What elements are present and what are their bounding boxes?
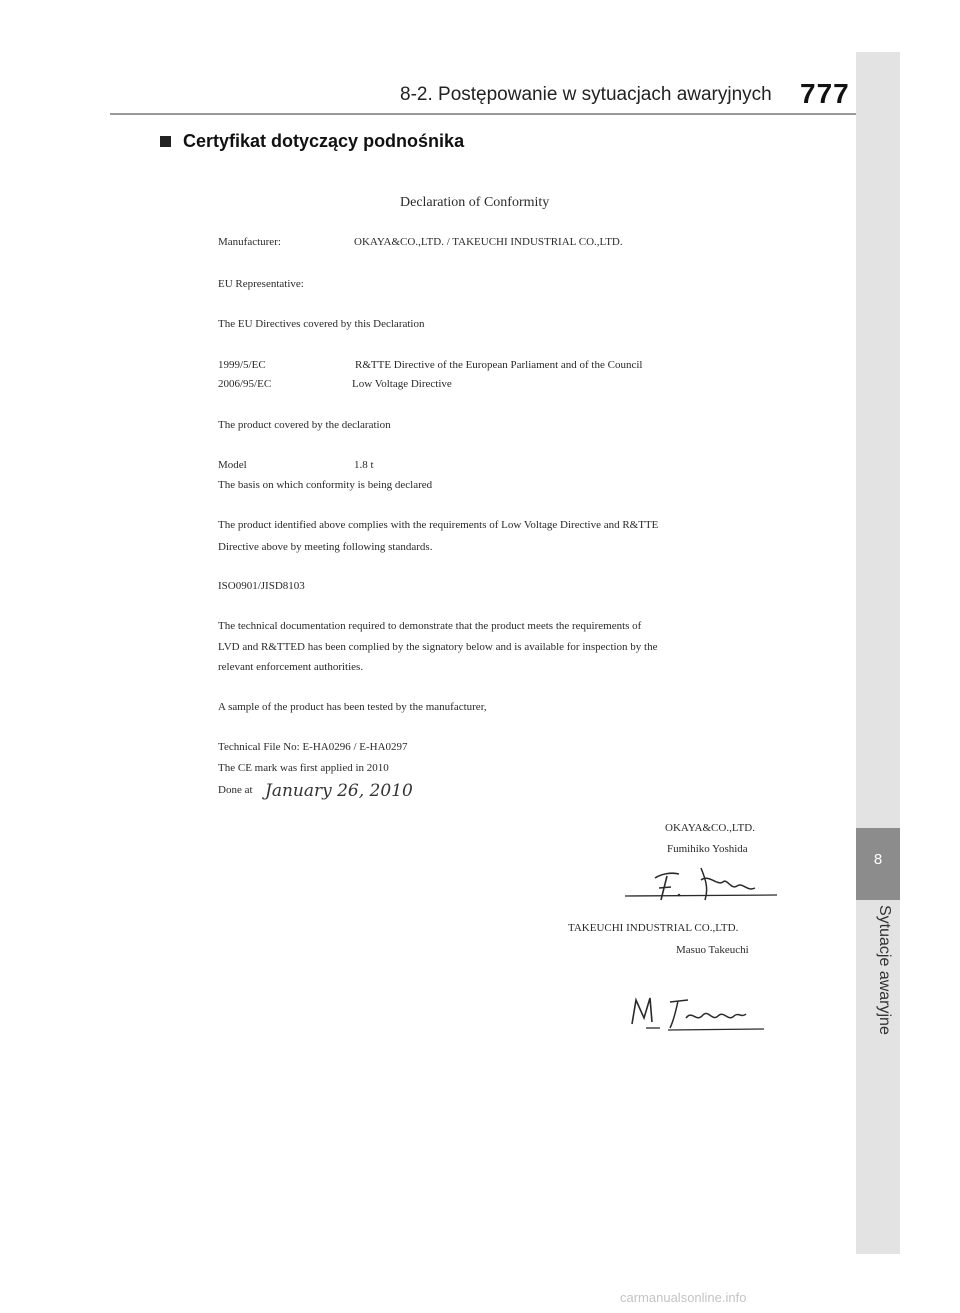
chapter-number-tab: 8	[856, 828, 900, 900]
signature-image	[608, 988, 778, 1038]
signatory-name: Fumihiko Yoshida	[667, 843, 748, 855]
technical-documentation-text: LVD and R&TTED has been complied by the signatory below and is available for inspection by the	[218, 641, 658, 653]
compliance-text: Directive above by meeting following standards.	[218, 541, 433, 553]
basis-heading: The basis on which conformity is being declared	[218, 479, 433, 491]
signatory-name: Masuo Takeuchi	[676, 944, 749, 956]
signatory-company: TAKEUCHI INDUSTRIAL CO.,LTD.	[568, 922, 739, 934]
watermark-text: carmanualsonline.info	[620, 1290, 747, 1305]
page-number: 777	[800, 78, 850, 109]
directive-code: 2006/95/EC	[218, 378, 272, 390]
model-label: Model	[218, 459, 247, 471]
chapter-name: Sytuacje awaryjne	[876, 905, 893, 1035]
signature-image	[605, 860, 785, 910]
technical-file-number: Technical File No: E-HA0296 / E-HA0297	[218, 741, 408, 753]
standards-text: ISO0901/JISD8103	[218, 580, 305, 592]
manufacturer-label: Manufacturer:	[218, 236, 281, 248]
technical-documentation-text: relevant enforcement authorities.	[218, 661, 364, 673]
directive-name: R&TTE Directive of the European Parliament and of the Council	[355, 359, 643, 371]
directive-code: 1999/5/EC	[218, 359, 266, 371]
eu-representative-label: EU Representative:	[218, 278, 304, 290]
directives-heading: The EU Directives covered by this Declaration	[218, 318, 425, 330]
done-at-date: January 26, 2010	[265, 781, 413, 801]
directive-name: Low Voltage Directive	[352, 378, 452, 390]
header-divider	[110, 113, 900, 115]
compliance-text: The product identified above complies with the requirements of Low Voltage Directive and R&TTE	[218, 519, 659, 531]
model-value: 1.8 t	[354, 459, 374, 471]
ce-mark-statement: The CE mark was first applied in 2010	[218, 762, 389, 774]
running-header: 8-2. Postępowanie w sytuacjach awaryjnych	[400, 84, 772, 105]
manufacturer-value: OKAYA&CO.,LTD. / TAKEUCHI INDUSTRIAL CO.,LTD.	[354, 236, 623, 248]
section-heading	[160, 128, 464, 154]
declaration-title: Declaration of Conformity	[400, 195, 550, 210]
product-heading: The product covered by the declaration	[218, 419, 391, 431]
technical-documentation-text: The technical documentation required to demonstrate that the product meets the requirements of	[218, 620, 642, 632]
done-at-label: Done at	[218, 784, 253, 796]
section-heading-text: Certyfikat dotyczący podnośnika	[183, 130, 465, 151]
signatory-company: OKAYA&CO.,LTD.	[665, 822, 755, 834]
sample-statement: A sample of the product has been tested by the manufacturer,	[218, 701, 487, 713]
bullet-square-icon	[160, 136, 171, 147]
